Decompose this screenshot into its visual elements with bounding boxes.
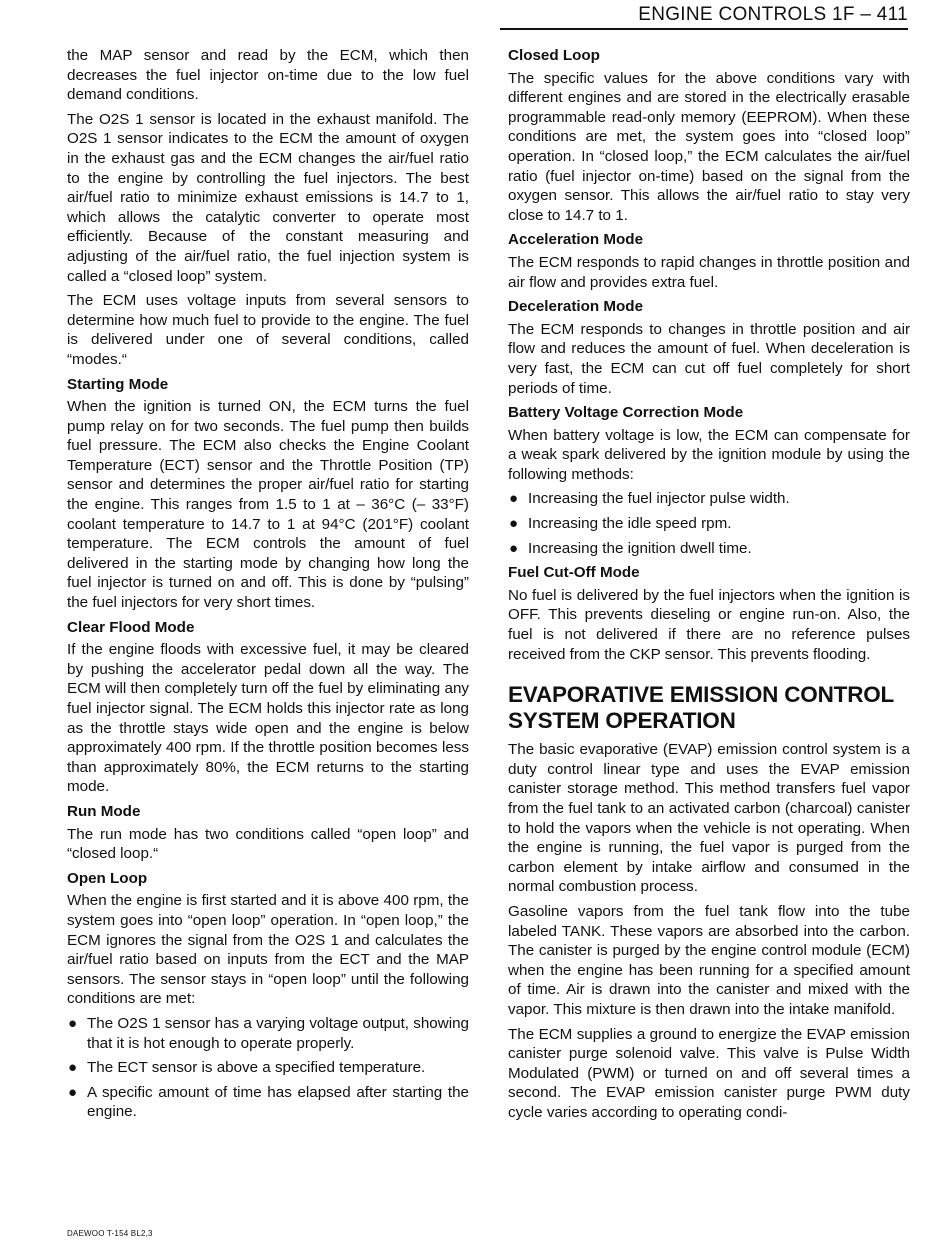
paragraph: The run mode has two conditions called “open loop” and “closed loop.“ [67,825,469,863]
list-item [67,1058,469,1078]
left-column [67,46,469,1127]
subheading-closed-loop: Closed Loop [508,47,600,64]
bullet-icon: ● [68,1083,78,1101]
list-item [67,1014,469,1053]
list-item [508,514,910,534]
subheading-run-mode: Run Mode [67,802,141,820]
page-header [500,4,908,30]
paragraph: The ECM uses voltage inputs from several sensors to determine how much fuel to provide to the engine. The fuel is delivered under one of several conditions, called “modes.“ [67,292,469,368]
paragraph: the MAP sensor and read by the ECM, which then decreases the fuel injector on-time due to the low fuel demand conditions. [67,47,469,104]
paragraph: When battery voltage is low, the ECM can compensate for a weak spark delivered by the ignition module by using the following methods: [508,426,910,483]
paragraph: The specific values for the above conditions vary with different engines and are stored in the electrically erasable programmable read-only memory (EEPROM). When these conditions are met, the system goes into “closed loop” operation. In “closed loop,” the ECM calculates the air/fuel ratio (fuel injector on-time) based on the signal from the oxygen sensor. This allows the air/fuel ratio to stay very close to 14.7 to 1. [508,69,910,224]
paragraph: If the engine floods with excessive fuel, it may be cleared by pushing the accelerator pedal down all the way. The ECM will then completely turn off the fuel by eliminating any fuel injector signal. The ECM holds this injector rate as long as the throttle stays wide open and the engine is below approximately 400 rpm. If the throttle position becomes less than approximately 80%, the ECM returns to the starting mode. [67,641,469,796]
list-item-text: Increasing the idle speed rpm. [528,515,732,533]
subheading-starting-mode: Starting Mode [67,375,169,393]
list-item-text: Increasing the ignition dwell time. [528,539,752,557]
list-item [508,489,910,509]
paragraph: The O2S 1 sensor is located in the exhaust manifold. The O2S 1 sensor indicates to the ECM the amount of oxygen in the exhaust gas and the ECM changes the air/fuel ratio to the engine by controlling the fuel injectors. The best air/fuel ratio to minimize exhaust emissions is 14.7 to 1, which allows the catalytic converter to operate most efficiently. Because of the constant measuring and adjusting of the air/fuel ratio, the fuel injection system is called a “closed loop” system. [67,110,469,285]
subheading-open-loop: Open Loop [67,869,148,887]
list-item-text: The O2S 1 sensor has a varying voltage output, showing that it is hot enough to operate properly. [87,1014,469,1052]
subheading-battery-voltage-correction-mode: Battery Voltage Correction Mode [508,404,744,422]
bullet-icon: ● [509,490,519,508]
list-item-text: Increasing the fuel injector pulse width. [528,490,790,508]
paragraph: When the engine is first started and it is above 400 rpm, the system goes into “open loop” operation. In “open loop,” the ECM ignores the signal from the O2S 1 and calculates the air/fuel ratio based on inputs from the ECT and the MAP sensors. The sensor stays in “open loop” until the following conditions are met: [67,892,469,1008]
paragraph: No fuel is delivered by the fuel injectors when the ignition is OFF. This prevents dieseling or engine run-on. Also, the fuel is not delivered if there are no reference pulses received from the CKP sensor. This prevents flooding. [508,586,910,663]
bullet-icon: ● [509,539,519,557]
paragraph: Gasoline vapors from the fuel tank flow into the tube labeled TANK. These vapors are absorbed into the carbon. The canister is purged by the engine control module (ECM) when the engine has been running for a specified amount of time. Air is drawn into the canister and mixed with the vapor. This mixture is then drawn into the intake manifold. [508,902,910,1018]
subheading-acceleration-mode: Acceleration Mode [508,231,644,249]
subheading-clear-flood-mode: Clear Flood Mode [67,618,195,636]
bullet-list [67,1014,469,1122]
list-item-text: The ECT sensor is above a specified temperature. [87,1059,426,1077]
list-item-text: A specific amount of time has elapsed after starting the engine. [87,1083,469,1121]
paragraph: The ECM responds to changes in throttle position and air flow and reduces the amount of fuel. When deceleration is very fast, the ECM can cut off fuel completely for short periods of time. [508,320,910,397]
paragraph: The ECM supplies a ground to energize the EVAP emission canister purge solenoid valve. This valve is Pulse Width Modulated (PWM) or turned on and off several times a second. The EVAP emission canister purge PWM duty cycle varies according to operating condi- [508,1025,910,1121]
paragraph: The basic evaporative (EVAP) emission control system is a duty control linear type and uses the EVAP emission canister storage method. This method transfers fuel vapor from the fuel tank to an activated carbon (charcoal) canister to hold the vapors when the vehicle is not operating. When the engine is running, the fuel vapor is purged from the carbon element by intake airflow and consumed in the normal combustion process. [508,741,910,896]
right-column [508,46,910,1128]
subheading-fuel-cut-off-mode: Fuel Cut-Off Mode [508,564,640,582]
paragraph: The ECM responds to rapid changes in throttle position and air flow and provides extra fuel. [508,253,910,291]
paragraph: When the ignition is turned ON, the ECM turns the fuel pump relay on for two seconds. The fuel pump then builds fuel pressure. The ECM also checks the Engine Coolant Temperature (ECT) sensor and the Throttle Position (TP) sensor and determines the proper air/fuel ratio for starting the engine. This ranges from 1.5 to 1 at – 36°C (– 33°F) coolant temperature to 14.7 to 1 at 94°C (201°F) coolant temperature. The ECM controls the amount of fuel delivered in the starting mode by changing how long the fuel injector is turned on and off. This is done by “pulsing” the fuel injectors for very short times. [67,398,469,612]
list-item [67,1083,469,1122]
page-footer: DAEWOO T-154 BL2,3 [67,1229,153,1238]
bullet-icon: ● [68,1014,78,1032]
bullet-list [508,489,910,558]
list-item [508,539,910,559]
subheading-deceleration-mode: Deceleration Mode [508,298,644,316]
bullet-icon: ● [509,515,519,533]
section-title: EVAPORATIVE EMISSION CONTROL SYSTEM OPERATION [508,682,894,734]
bullet-icon: ● [68,1059,78,1077]
header-title: ENGINE CONTROLS 1F – 411 [638,4,908,25]
